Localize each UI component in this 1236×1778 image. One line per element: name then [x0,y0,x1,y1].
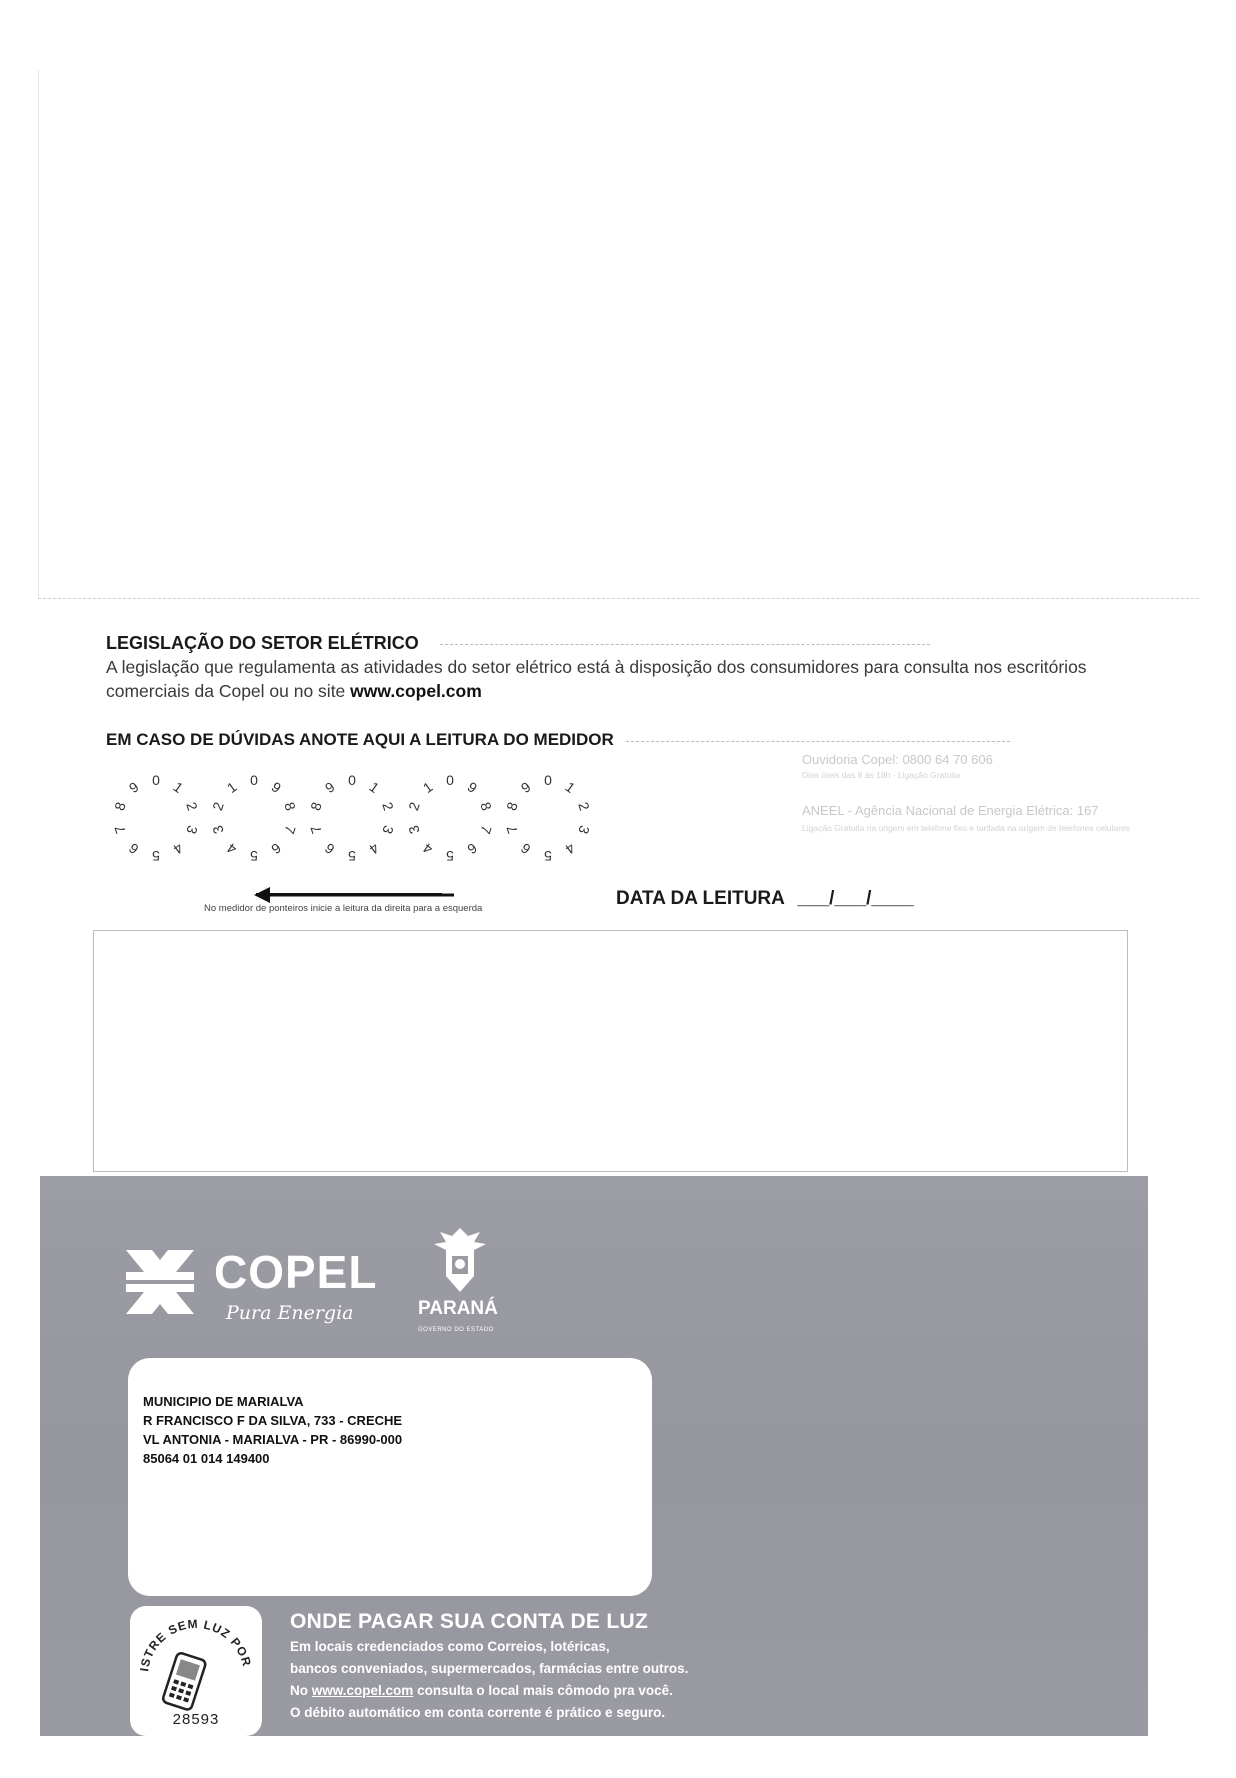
onde-pagar-title: ONDE PAGAR SUA CONTA DE LUZ [290,1610,649,1633]
dial-digit: 7 [307,823,325,836]
dial-digit: 3 [209,823,227,836]
legislacao-site-link[interactable]: www.copel.com [350,681,482,701]
dial-digit: 5 [446,848,454,864]
onde-pagar-line2: bancos conveniados, supermercados, farmácias entre outros. [290,1661,689,1676]
copel-logo-text: COPEL [214,1246,378,1298]
dial-digit: 8 [111,800,129,813]
meter-dial [209,772,299,864]
governo-text: GOVERNO DO ESTADO [418,1327,494,1333]
data-leitura-blank: ___/___/____ [797,888,914,909]
data-leitura-label: DATA DA LEITURA [616,888,785,909]
sms-label: ISTRE SEM LUZ POR [137,1616,255,1673]
dial-digit: 3 [379,823,397,836]
dial-digit: 7 [503,823,521,836]
dial-digit: 0 [544,772,552,788]
onde-pagar-line3 [290,1680,688,1702]
meter-dial [503,772,593,864]
ouvidoria-phone: Ouvidoria Copel: 0800 64 70 606 [802,752,993,767]
legislacao-text [106,655,1126,703]
dial-digit: 7 [111,823,129,836]
dial-digit: 5 [348,848,356,864]
dial-digit: 0 [250,772,258,788]
dial-digit: 8 [503,800,521,813]
dial-digit: 3 [183,823,201,836]
dial-digit: 9 [517,778,534,797]
parana-coat-of-arms-icon [428,1226,492,1298]
dial-digit: 8 [307,800,325,813]
dial-digit: 5 [152,848,160,864]
onde-pagar-body [290,1636,688,1724]
dial-digit: 1 [419,778,436,797]
onde-pagar-line1: Em locais credenciados como Correios, lotéricas, [290,1639,610,1654]
meter-dials [111,772,616,892]
onde-pagar-line3-prefix: No [290,1683,308,1698]
legislacao-body: A legislação que regulamenta as atividades do setor elétrico está à disposição dos consumidores para consulta nos escritórios comerciais da Copel ou no site [106,657,1087,701]
meter-dial [307,772,397,864]
divider [440,644,930,645]
data-leitura [616,888,914,910]
meter-reading-note: No medidor de ponteiros inicie a leitura da direita para a esquerda [204,903,483,914]
dial-digit: 1 [562,778,579,797]
dial-digit: 4 [419,839,436,858]
dial-digit: 8 [477,800,495,813]
sms-phone-icon [130,1606,262,1736]
dial-digit: 0 [152,772,160,788]
recipient-name: MUNICIPIO DE MARIALVA [143,1394,304,1409]
dial-digit: 1 [366,778,383,797]
dial-digit: 8 [281,800,299,813]
dial-digit: 4 [170,839,187,858]
dial-digit: 9 [321,778,338,797]
aneel-phone: ANEEL - Agência Nacional de Energia Elétrica: 167 [802,803,1099,818]
sms-badge [130,1606,262,1736]
dial-digit: 2 [379,800,397,813]
dial-digit: 3 [405,823,423,836]
dial-digit: 9 [268,778,285,797]
onde-pagar-line4: O débito automático em conta corrente é prático e seguro. [290,1705,666,1720]
onde-pagar-line3-suffix: consulta o local mais cômodo pra você. [417,1683,673,1698]
recipient-street: R FRANCISCO F DA SILVA, 733 - CRECHE [143,1413,403,1428]
dial-digit: 2 [405,800,423,813]
dial-digit: 4 [223,839,240,858]
dial-digit: 0 [348,772,356,788]
dial-digit: 6 [464,839,481,858]
recipient-address [143,1392,402,1468]
dial-digit: 4 [366,839,383,858]
dial-digit: 7 [477,823,495,836]
copel-site-link[interactable]: www.copel.com [311,1683,414,1698]
dial-digit: 2 [209,800,227,813]
copel-tagline: Pura Energia [226,1302,354,1324]
parana-logo-text: PARANÁ [418,1298,498,1319]
legislacao-title: LEGISLAÇÃO DO SETOR ELÉTRICO [106,633,419,653]
dial-digit: 2 [183,800,201,813]
dial-digit: 3 [575,823,593,836]
dial-digit: 6 [321,839,338,858]
dial-digit: 6 [268,839,285,858]
dial-digit: 1 [170,778,187,797]
dial-digit: 6 [125,839,142,858]
divider [626,741,1010,742]
dial-digit: 4 [562,839,579,858]
recipient-city: VL ANTONIA - MARIALVA - PR - 86990-000 [143,1432,403,1447]
meter-dial [111,772,201,864]
dial-digit: 2 [575,800,593,813]
dial-digit: 0 [446,772,454,788]
dial-digit: 9 [125,778,142,797]
blank-area [38,70,1199,599]
recipient-code: 85064 01 014 149400 [143,1451,270,1466]
dial-digit: 5 [250,848,258,864]
ouvidoria-hours: Dias úteis das 8 às 18h - Ligação Gratuita [802,770,961,780]
medidor-title: EM CASO DE DÚVIDAS ANOTE AQUI A LEITURA DO MEDIDOR [106,730,614,749]
aneel-note: Ligação Gratuita na origem em telefone fixo e tarifada na origem de telefones celulares [802,823,1130,833]
message-box [93,930,1128,1172]
sms-number: 28593 [172,1711,220,1728]
dial-digit: 6 [517,839,534,858]
copel-logo-icon [122,1246,198,1318]
dial-digit: 5 [544,848,552,864]
dial-digit: 7 [281,823,299,836]
dial-digit: 1 [223,778,240,797]
meter-dial [405,772,495,864]
dial-digit: 9 [464,778,481,797]
